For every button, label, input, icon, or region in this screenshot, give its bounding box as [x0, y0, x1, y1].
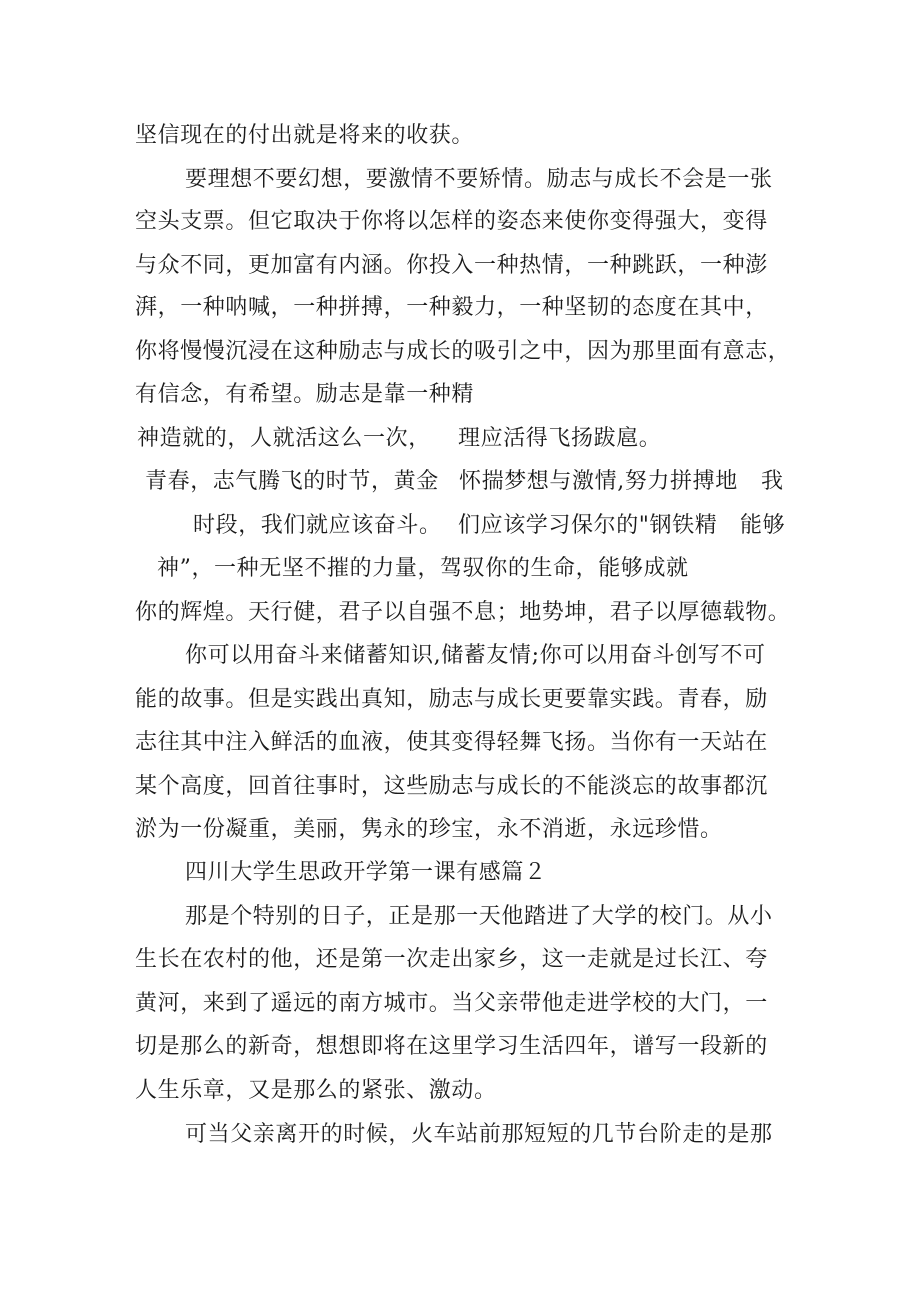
text-line: 人生乐章，又是那么的紧张、激动。 [135, 1078, 497, 1103]
text-line: 能够 [740, 513, 786, 538]
text-line: 我 [761, 469, 784, 494]
text-line: 有信念，有希望。励志是靠一种精 [135, 382, 475, 407]
text-line: 理应活得飞扬跋扈。 [458, 426, 662, 451]
text-line: 能的故事。但是实践出真知，励志与成长更要靠实践。青春，励 [135, 687, 768, 712]
text-line: 空头支票。但它取决于你将以怎样的姿态来使你变得强大，变得 [135, 209, 768, 234]
text-line: 可当父亲离开的时候，火车站前那短短的几节台阶走的是那 [185, 1122, 773, 1147]
text-line: 你的辉煌。天行健，君子以自强不息；地势坤，君子以厚德载物。 [135, 600, 791, 625]
text-line: 们应该学习保尔的"钢铁精 [458, 513, 718, 538]
text-line: 生长在农村的他，还是第一次走出家乡，这一走就是过长江、夸 [135, 947, 768, 972]
text-line: 神造就的，人就活这么一次， [137, 426, 431, 451]
text-line: 坚信现在的付出就是将来的收获。 [135, 123, 475, 148]
text-line: 要理想不要幻想，要激情不要矫情。励志与成长不会是一张 [185, 167, 773, 192]
text-line: 时段，我们就应该奋斗。 [193, 513, 442, 538]
text-line: 怀揣梦想与激情,努力拼搏地 [459, 469, 738, 494]
text-line: 淤为一份凝重，美丽，隽永的珍宝，永不消逝，永远珍惜。 [135, 817, 723, 842]
text-line: 某个高度，回首往事时，这些励志与成长的不能淡忘的故事都沉 [135, 774, 768, 799]
text-line: 青春，志气腾飞的时节，黄金 [145, 469, 439, 494]
text-line: 志往其中注入鲜活的血液，使其变得轻舞飞扬。当你有一天站在 [135, 730, 768, 755]
text-line: 你将慢慢沉浸在这种励志与成长的吸引之中，因为那里面有意志， [135, 339, 791, 364]
text-line: 湃，一种呐喊，一种拼搏，一种毅力，一种坚韧的态度在其中， [135, 295, 768, 320]
text-line: 与众不同，更加富有内涵。你投入一种热情，一种跳跃，一种澎 [135, 253, 768, 278]
section-heading: 四川大学生思政开学第一课有感篇２ [185, 860, 547, 885]
text-line: 你可以用奋斗来储蓄知识,储蓄友情;你可以用奋斗创写不可 [185, 643, 766, 668]
text-line: 神”，一种无坚不摧的力量，驾驭你的生命，能够成就 [157, 556, 689, 581]
text-line: 切是那么的新奇，想想即将在这里学习生活四年，谱写一段新的 [135, 1034, 768, 1059]
text-line: 那是个特别的日子，正是那一天他踏进了大学的校门。从小 [185, 904, 773, 929]
text-line: 黄河，来到了遥远的南方城市。当父亲带他走进学校的大门，一 [135, 991, 768, 1016]
